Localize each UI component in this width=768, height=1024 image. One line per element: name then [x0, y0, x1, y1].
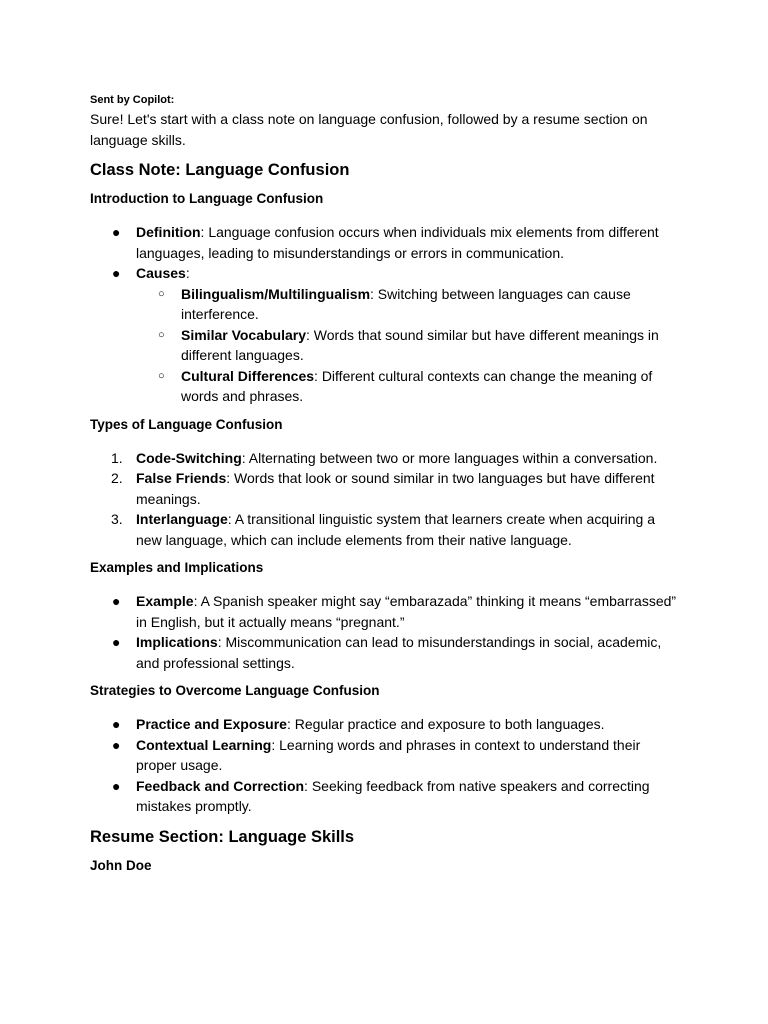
class-note-title: Class Note: Language Confusion: [90, 161, 350, 179]
description: :: [185, 265, 190, 281]
strategies-heading: Strategies to Overcome Language Confusion: [90, 683, 380, 698]
number-marker: 1.: [111, 449, 123, 466]
list-item: [90, 448, 678, 469]
list-item: [90, 714, 678, 735]
number-marker: 3.: [111, 511, 123, 527]
list-item: [136, 284, 678, 325]
introduction-heading: Introduction to Language Confusion: [90, 191, 324, 206]
list-item: [90, 735, 678, 776]
strategies-list: [90, 714, 678, 817]
term: False Friends: [136, 470, 227, 486]
list-item: [90, 468, 678, 509]
circle-marker: ○: [158, 369, 165, 382]
term: Causes: [136, 265, 186, 281]
term: Feedback and Correction: [136, 777, 305, 794]
introduction-list: [90, 222, 678, 407]
term: Bilingualism/Multilingualism: [181, 285, 371, 302]
bullet-marker: ●: [112, 777, 121, 794]
description: : Words that look or sound similar in two languages but have different meanings.: [136, 470, 655, 507]
term: Similar Vocabulary: [181, 326, 307, 343]
types-list: [90, 448, 678, 551]
description: : Alternating between two or more languages within a conversation.: [241, 449, 658, 466]
list-item-definition: [90, 222, 678, 263]
types-heading: Types of Language Confusion: [90, 416, 283, 432]
description: : A Spanish speaker might say “embarazada” thinking it means “embarrassed” in English, but it actually means “pregnant.”: [136, 593, 677, 630]
resume-title: Resume Section: Language Skills: [90, 827, 355, 846]
list-item: [90, 776, 678, 817]
term: Practice and Exposure: [136, 716, 287, 732]
circle-marker: ○: [158, 328, 165, 341]
bullet-marker: ●: [112, 634, 121, 650]
sent-by-label: Sent by Copilot:: [90, 94, 175, 106]
description: : Miscommunication can lead to misunderstandings in social, academic, and professional settings.: [136, 634, 662, 671]
bullet-marker: ●: [112, 736, 121, 753]
circle-marker: ○: [158, 287, 165, 300]
bullet-marker: ●: [112, 265, 121, 281]
description: : Language confusion occurs when individuals mix elements from different languages, leading to misunderstandings or errors in communication.: [136, 224, 659, 261]
examples-heading: Examples and Implications: [90, 560, 264, 575]
list-item: [136, 325, 678, 366]
list-item: [90, 591, 678, 632]
number-marker: 2.: [111, 470, 123, 486]
description: : Regular practice and exposure to both languages.: [286, 716, 605, 732]
term: Code-Switching: [136, 449, 242, 466]
causes-sublist: [136, 284, 678, 407]
resume-name: John Doe: [90, 857, 152, 873]
term: Cultural Differences: [181, 367, 315, 384]
description: : Different cultural contexts can change the meaning of words and phrases.: [181, 367, 653, 404]
description: : Learning words and phrases in context to understand their proper usage.: [136, 736, 641, 773]
list-item: [90, 509, 678, 550]
list-item-causes: [90, 263, 678, 407]
bullet-marker: ●: [112, 593, 121, 609]
list-item: [90, 632, 678, 673]
term: Contextual Learning: [136, 736, 272, 753]
description: : A transitional linguistic system that learners create when acquiring a new language, which can include elements from their native language.: [136, 511, 656, 548]
bullet-marker: ●: [112, 224, 121, 240]
examples-list: [90, 591, 678, 673]
description: : Seeking feedback from native speakers and correcting mistakes promptly.: [136, 777, 650, 814]
intro-paragraph: Sure! Let's start with a class note on language confusion, followed by a resume section on language skills.: [90, 111, 648, 148]
term: Interlanguage: [136, 511, 228, 527]
description: : Words that sound similar but have different meanings in different languages.: [181, 326, 659, 363]
term: Implications: [136, 634, 218, 650]
list-item: [136, 366, 678, 407]
term: Definition: [136, 224, 201, 240]
description: : Switching between languages can cause interference.: [181, 285, 631, 322]
term: Example: [136, 593, 194, 609]
bullet-marker: ●: [112, 716, 121, 732]
